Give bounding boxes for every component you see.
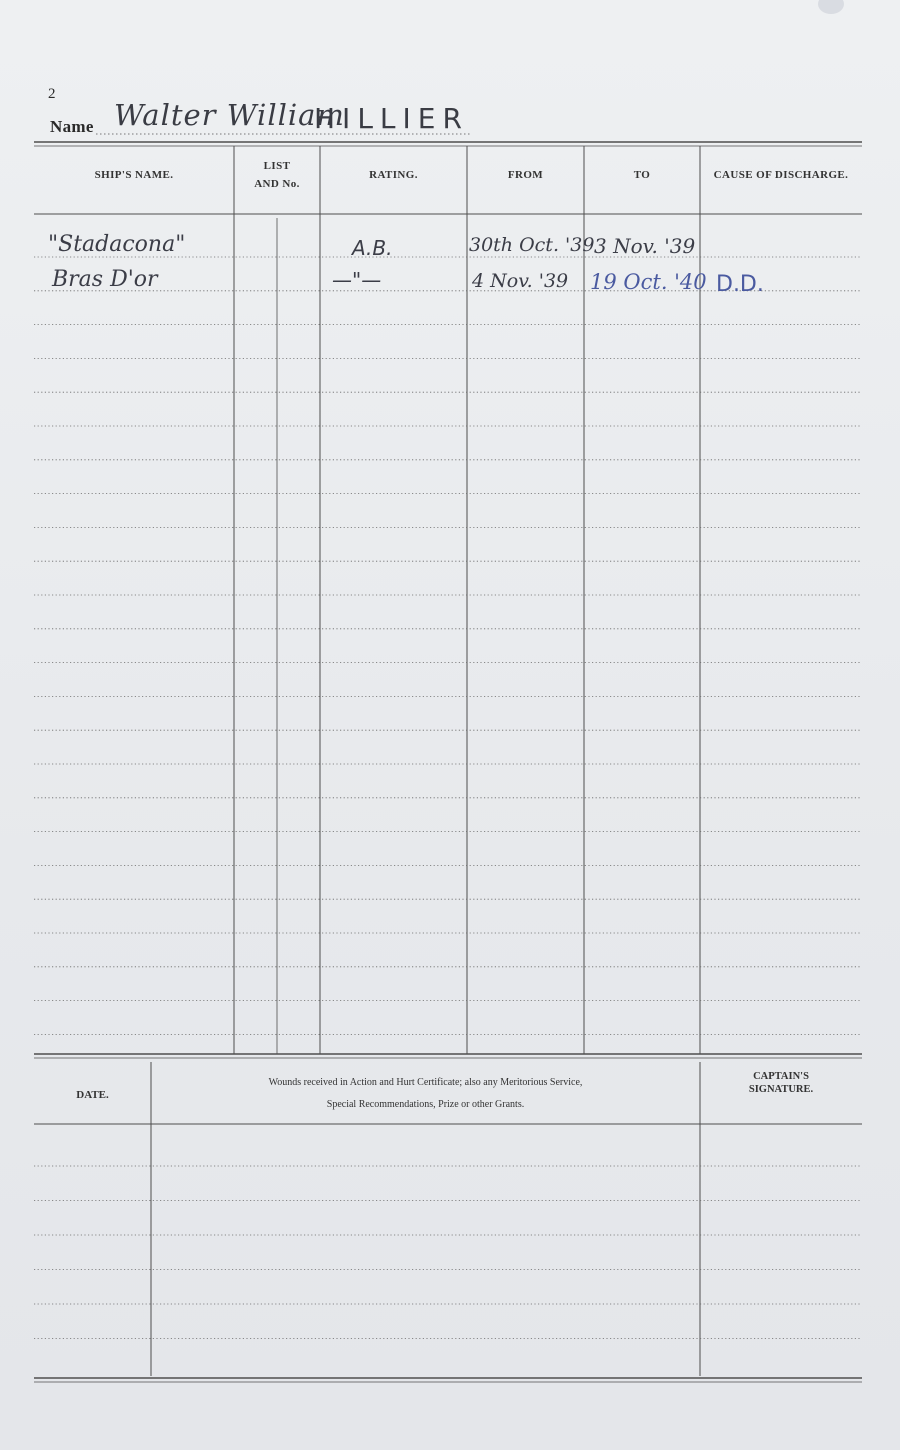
col-header-list-and-no (234, 157, 320, 193)
name-label: Name (50, 117, 94, 136)
captain-line1: CAPTAIN'S (753, 1071, 809, 1082)
col-header-from: FROM (507, 169, 544, 181)
col-header-to: TO (633, 169, 651, 181)
name-surname-handwritten: HILLIER (314, 102, 469, 135)
row1-ship-name: "Stadacona" (48, 232, 186, 257)
name-given-handwritten: Walter William (114, 98, 345, 132)
remarks-header-date: DATE. (76, 1089, 109, 1101)
col-header-list-line1: LIST (263, 160, 291, 172)
col-header-rating: RATING. (369, 169, 418, 181)
remarks-header-wounds (151, 1072, 700, 1116)
row2-rating-ditto: —"— (332, 268, 382, 292)
col-header-ships-name: SHIP'S NAME. (94, 169, 174, 181)
row1-from: 30th Oct. '39 (469, 234, 595, 256)
row2-ship-name: Bras D'or (52, 267, 158, 292)
remarks-wounds-line2: Special Recommendations, Prize or other Grants. (326, 1099, 525, 1110)
remarks-header-captains-signature (700, 1070, 862, 1096)
col-header-list-line2: AND No. (254, 178, 300, 190)
row2-to: 19 Oct. '40 (590, 270, 707, 294)
row1-rating: A.B. (352, 236, 393, 260)
row1-to: 3 Nov. '39 (594, 234, 696, 258)
row2-cause: D.D. (716, 272, 764, 297)
col-header-cause-of-discharge: CAUSE OF DISCHARGE. (713, 169, 849, 181)
captain-line2: SIGNATURE. (748, 1084, 814, 1095)
row2-from: 4 Nov. '39 (472, 270, 569, 292)
page-number: 2 (48, 86, 56, 102)
remarks-wounds-line1: Wounds received in Action and Hurt Certificate; also any Meritorious Service, (268, 1077, 583, 1088)
